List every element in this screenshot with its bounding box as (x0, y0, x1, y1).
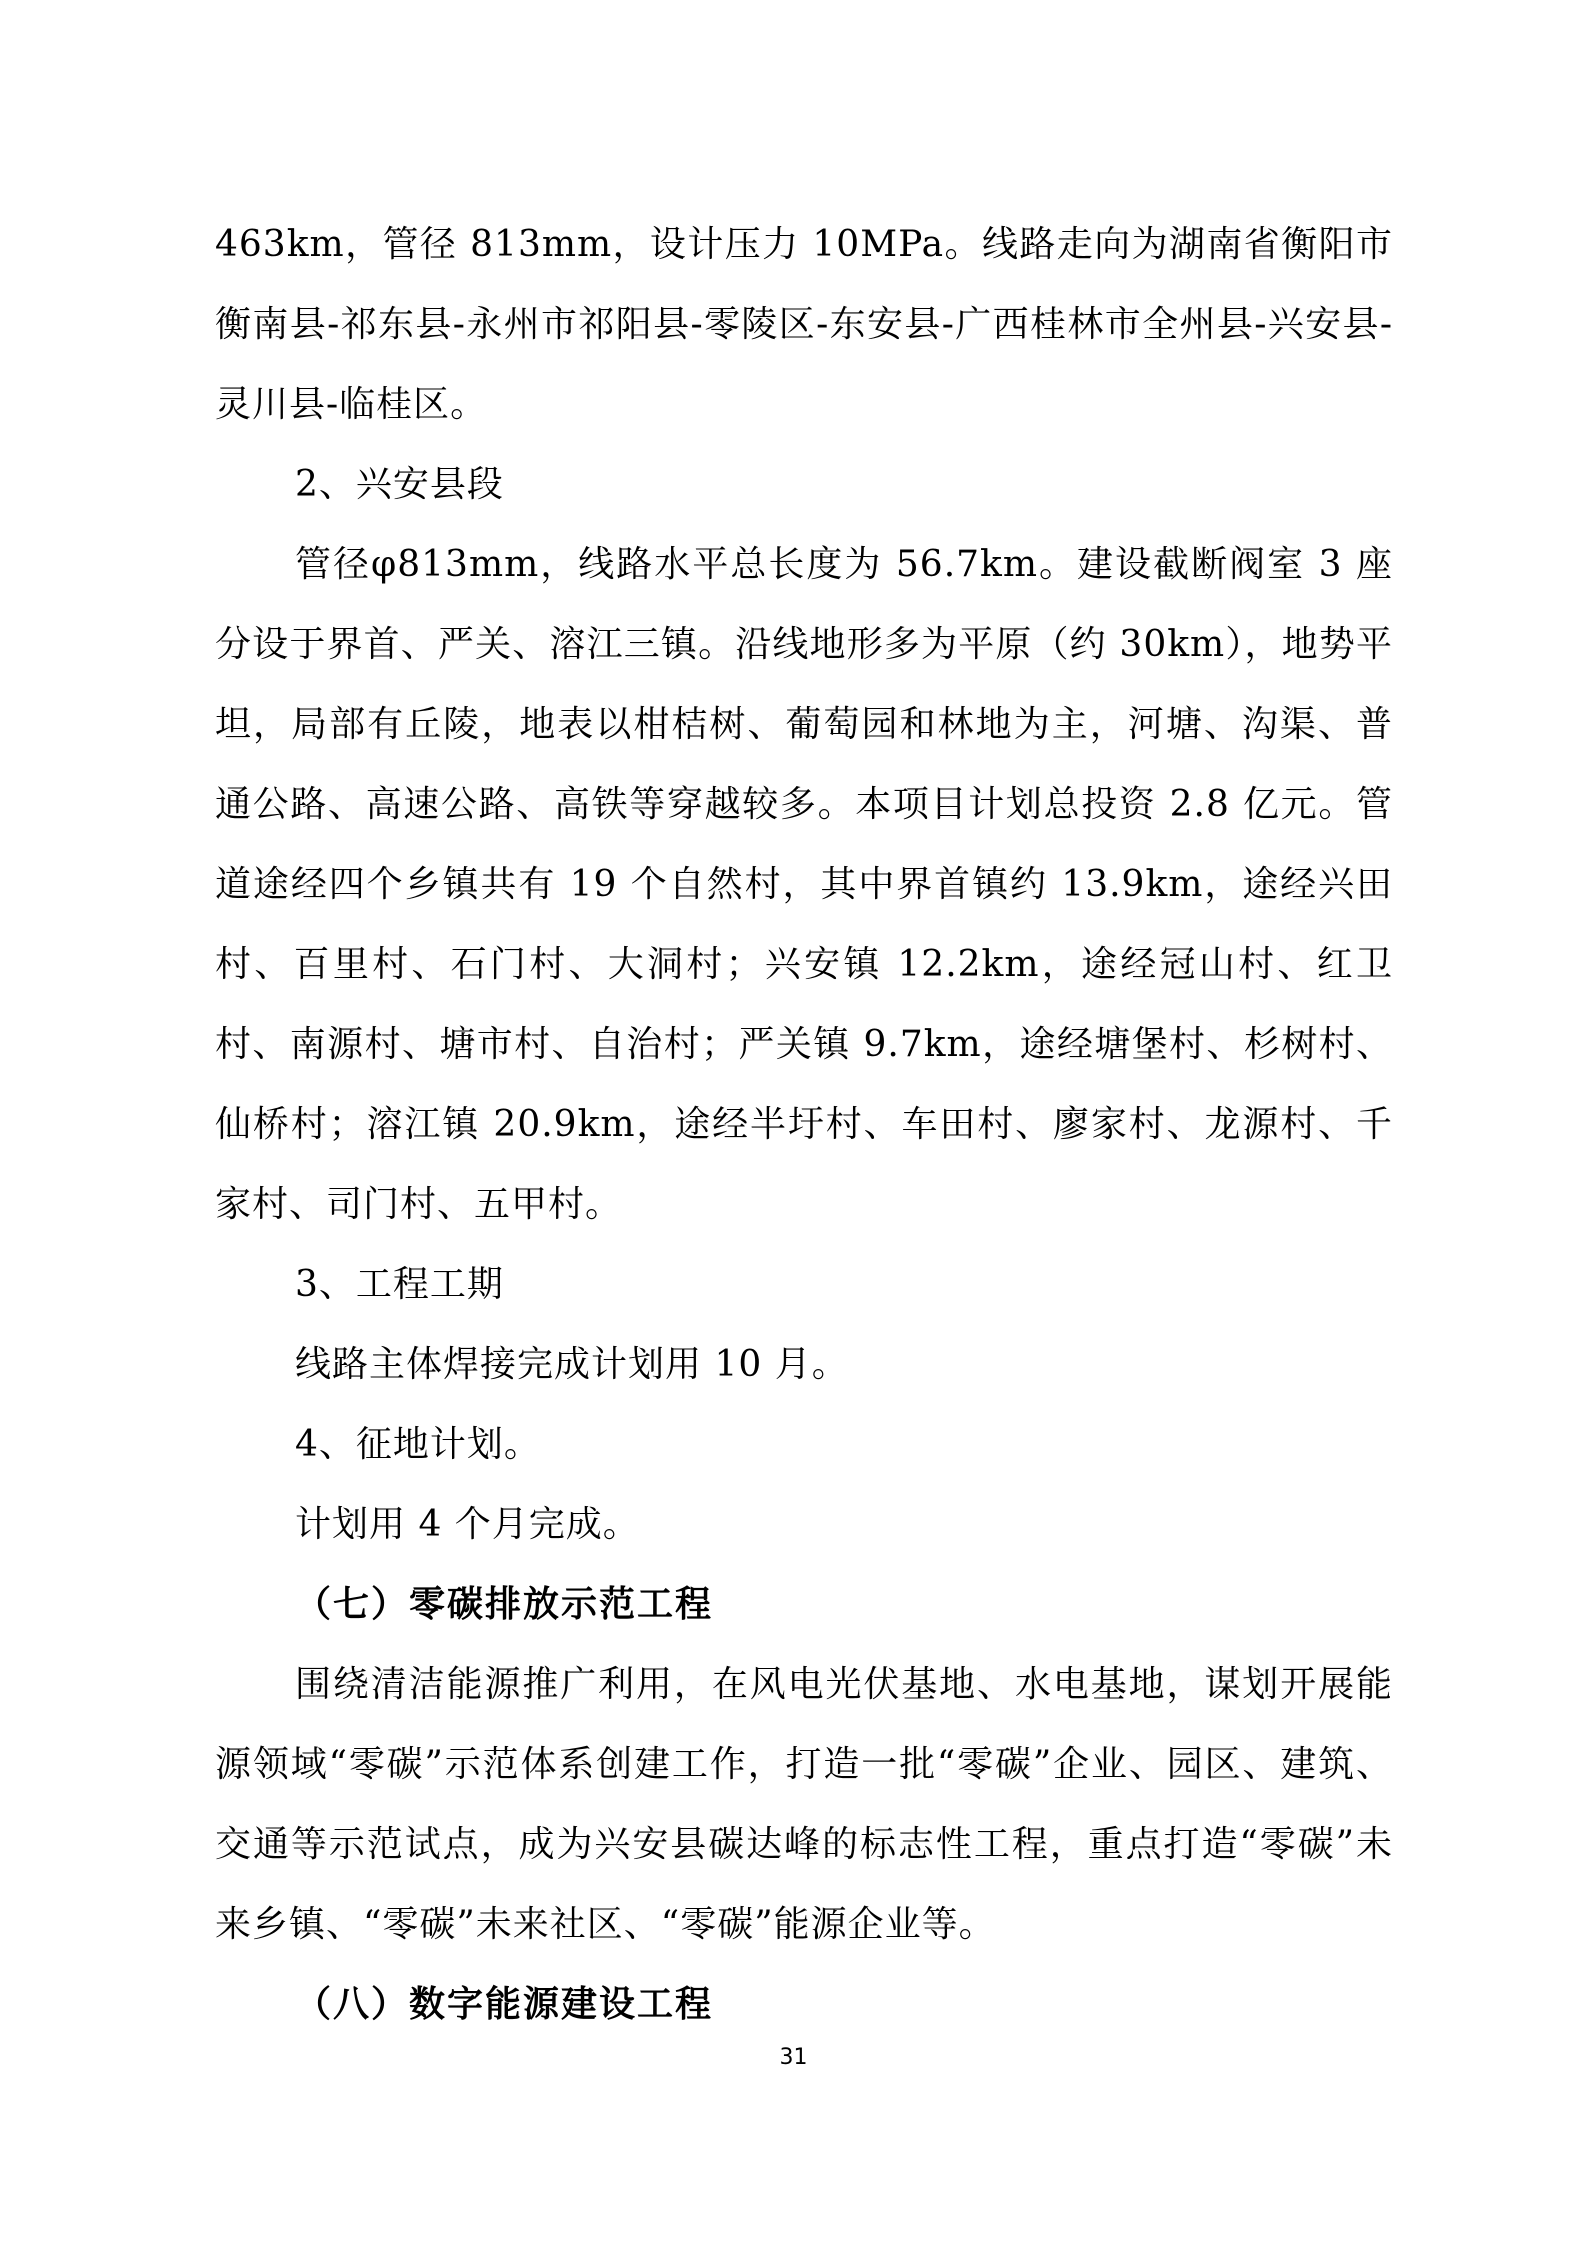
subheading-land-plan: 4、征地计划。 (295, 1424, 541, 1465)
section-heading-digital-energy: （八）数字能源建设工程 (295, 1984, 714, 2025)
page-body (215, 205, 1393, 2045)
paragraph-land-plan: 计划用 4 个月完成。 (295, 1504, 640, 1545)
paragraph-pipeline-route: 463km，管径 813mm，设计压力 10MPa。线路走向为湖南省衡阳市衡南县-祁东县-永州市祁阳县-零陵区-东安县-广西桂林市全州县-兴安县-灵川县-临桂区。 (215, 224, 1393, 425)
subheading-xingan-section: 2、兴安县段 (295, 464, 504, 505)
section-heading-zero-carbon: （七）零碳排放示范工程 (295, 1584, 714, 1625)
subheading-schedule: 3、工程工期 (295, 1264, 504, 1305)
paragraph-schedule: 线路主体焊接完成计划用 10 月。 (295, 1344, 849, 1385)
paragraph-zero-carbon: 围绕清洁能源推广利用，在风电光伏基地、水电基地，谋划开展能源领域“零碳”示范体系创建工作，打造一批“零碳”企业、园区、建筑、交通等示范试点，成为兴安县碳达峰的标志性工程，重点打造“零碳”未来乡镇、“零碳”未来社区、“零碳”能源企业等。 (215, 1664, 1393, 1945)
paragraph-xingan-details: 管径φ813mm，线路水平总长度为 56.7km。建设截断阀室 3 座分设于界首、严关、溶江三镇。沿线地形多为平原（约 30km），地势平坦，局部有丘陵，地表以柑桔树、葡萄园和林地为主，河塘、沟渠、普通公路、高速公路、高铁等穿越较多。本项目计划总投资 2.8 亿元。管道途经四个乡镇共有 19 个自然村，其中界首镇约 13.9km，途经兴田村、百里村、石门村、大洞村；兴安镇 12.2km，途经冠山村、红卫村、南源村、塘市村、自治村；严关镇 9.7km，途经塘堡村、杉树村、仙桥村；溶江镇 20.9km，途经半圩村、车田村、廖家村、龙源村、千家村、司门村、五甲村。 (215, 544, 1393, 1225)
page-number: 31 (779, 2045, 808, 2070)
